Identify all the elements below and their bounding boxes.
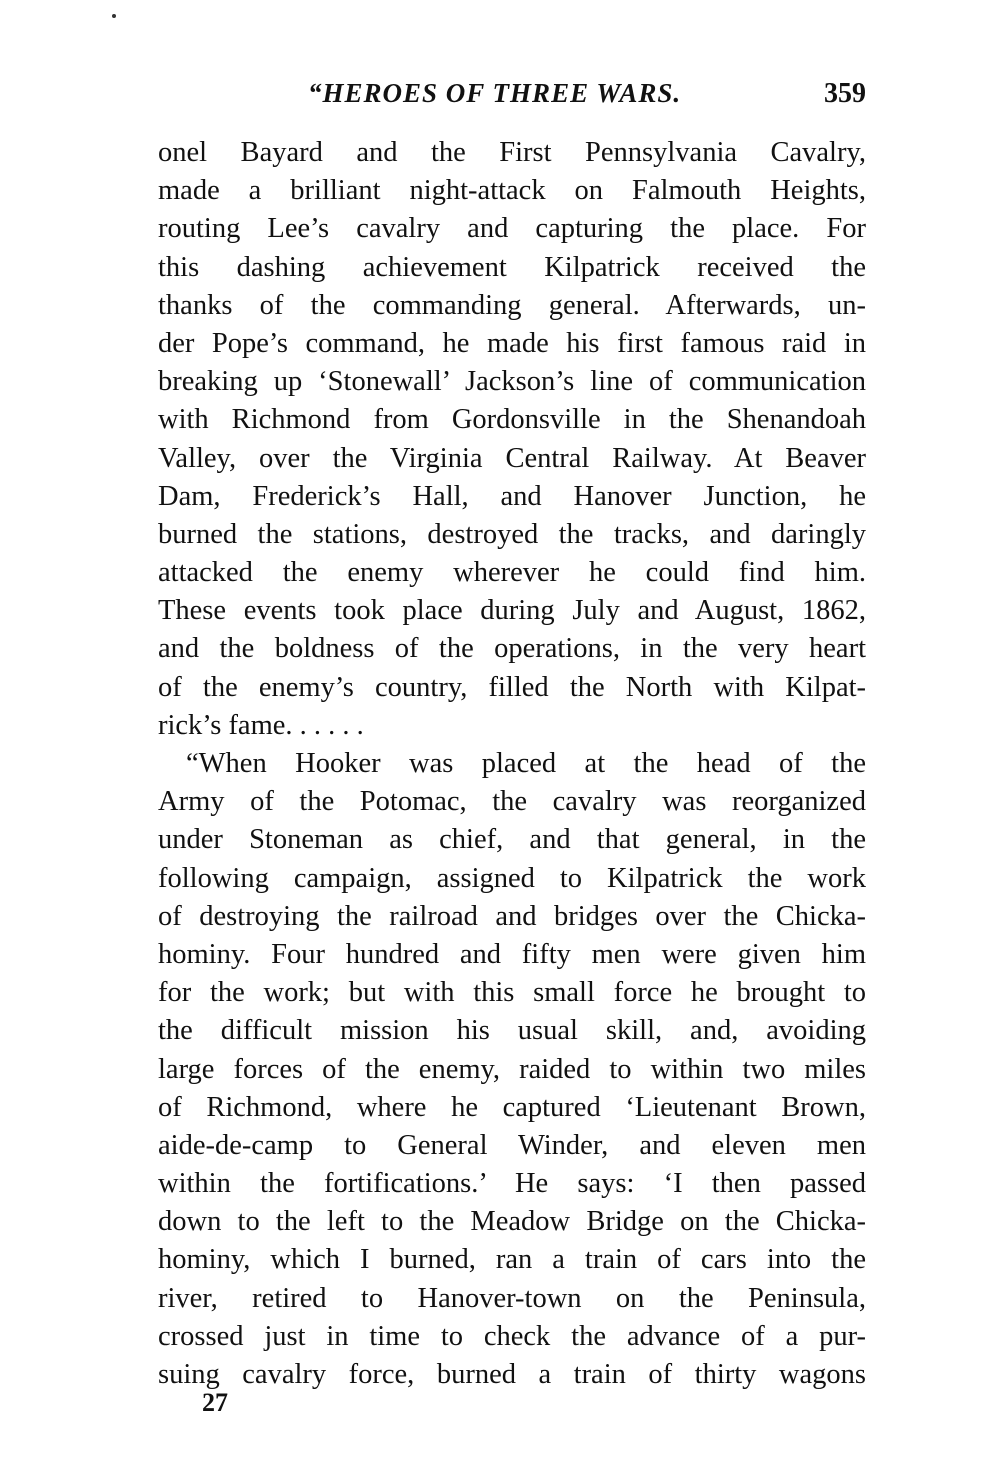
text-line: made a brilliant night-attack on Falmouth Heights, xyxy=(158,175,866,207)
text-line: hominy, which I burned, ran a train of cars into the xyxy=(158,1244,866,1276)
text-line: the difficult mission his usual skill, and, avoiding xyxy=(158,1015,866,1047)
text-line: routing Lee’s cavalry and capturing the place. For xyxy=(158,213,866,245)
signature-mark: 27 xyxy=(202,1388,228,1417)
text-line: suing cavalry force, burned a train of thirty wagons xyxy=(158,1359,866,1390)
page-header xyxy=(158,78,866,114)
ink-speck xyxy=(112,14,116,18)
page-number: 359 xyxy=(824,78,866,109)
text-line: breaking up ‘Stonewall’ Jackson’s line of communication xyxy=(158,366,866,398)
text-line: within the fortifications.’ He says: ‘I then passed xyxy=(158,1168,866,1200)
text-line: Valley, over the Virginia Central Railway. At Beaver xyxy=(158,442,866,474)
text-line: aide-de-camp to General Winder, and eleven men xyxy=(158,1129,866,1161)
text-line: this dashing achievement Kilpatrick received the xyxy=(158,251,866,283)
paragraph-start-line: “When Hooker was placed at the head of the xyxy=(186,748,866,779)
text-line: river, retired to Hanover-town on the Peninsula, xyxy=(158,1282,866,1314)
text-line: down to the left to the Meadow Bridge on the Chicka- xyxy=(158,1206,866,1238)
running-head: “HEROES OF THREE WARS. xyxy=(308,78,682,108)
text-line: Dam, Frederick’s Hall, and Hanover Junction, he xyxy=(158,480,866,512)
text-line: with Richmond from Gordonsville in the Shenandoah xyxy=(158,404,866,436)
text-line: crossed just in time to check the advance of a pur- xyxy=(158,1320,866,1352)
text-line: attacked the enemy wherever he could find him. xyxy=(158,557,866,589)
text-line: der Pope’s command, he made his first famous raid in xyxy=(158,327,866,359)
text-line: rick’s fame. . . . . . xyxy=(158,709,364,741)
text-line: burned the stations, destroyed the tracks, and daringly xyxy=(158,518,866,550)
text-line: for the work; but with this small force he brought to xyxy=(158,977,866,1009)
text-line: thanks of the commanding general. Afterwards, un- xyxy=(158,289,866,321)
text-line: under Stoneman as chief, and that general, in the xyxy=(158,824,866,856)
text-line: of Richmond, where he captured ‘Lieutenant Brown, xyxy=(158,1091,866,1123)
text-line: and the boldness of the operations, in the very heart xyxy=(158,633,866,665)
body-text xyxy=(158,134,866,1394)
text-line: large forces of the enemy, raided to within two miles xyxy=(158,1053,866,1085)
text-line: following campaign, assigned to Kilpatrick the work xyxy=(158,862,866,894)
text-line: hominy. Four hundred and fifty men were given him xyxy=(158,938,866,970)
text-line: These events took place during July and August, 1862, xyxy=(158,595,866,627)
text-line: Army of the Potomac, the cavalry was reorganized xyxy=(158,786,866,818)
text-line: of the enemy’s country, filled the North with Kilpat- xyxy=(158,671,866,703)
text-line: of destroying the railroad and bridges over the Chicka- xyxy=(158,900,866,932)
text-line: onel Bayard and the First Pennsylvania Cavalry, xyxy=(158,137,866,168)
